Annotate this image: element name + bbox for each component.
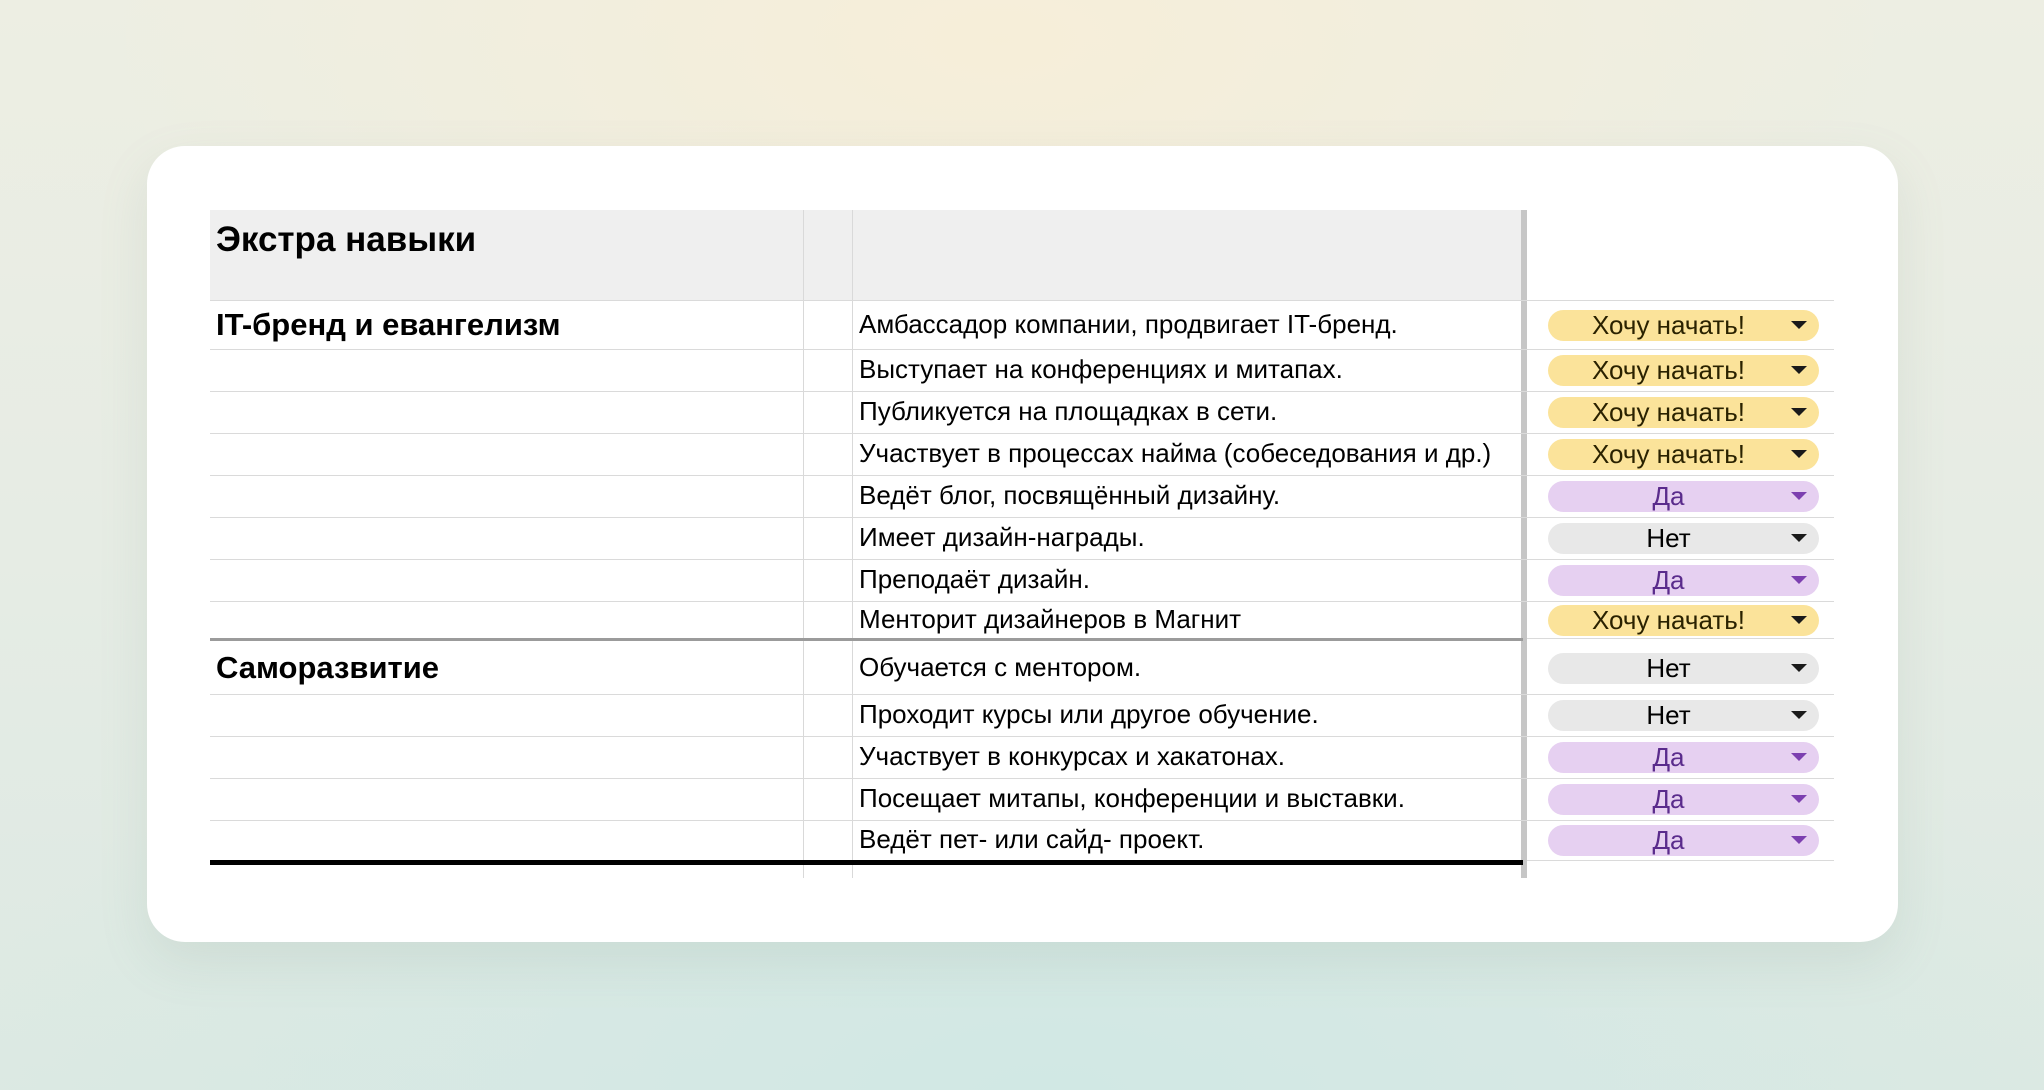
row-divider — [210, 778, 1834, 779]
dropdown-arrow-icon — [1791, 836, 1807, 844]
status-value: Хочу начать! — [1591, 604, 1746, 635]
row-divider — [1527, 860, 1834, 861]
row-divider — [210, 475, 1834, 476]
dropdown-arrow-icon — [1791, 492, 1807, 500]
row-divider — [1527, 638, 1834, 639]
status-value: Да — [1652, 742, 1685, 772]
status-value: Нет — [1646, 652, 1691, 683]
skill-description: Выступает на конференциях и митапах. — [859, 354, 1343, 384]
status-dropdown[interactable] — [1548, 784, 1819, 815]
skill-description: Проходит курсы или другое обучение. — [859, 699, 1319, 729]
skill-description: Амбассадор компании, продвигает IT-бренд. — [859, 308, 1398, 339]
status-value: Нет — [1646, 700, 1691, 730]
status-value: Да — [1652, 565, 1685, 595]
sheet-title: Экстра навыки — [216, 220, 477, 259]
row-divider — [210, 601, 1834, 602]
status-value: Да — [1652, 825, 1685, 855]
skill-description: Менторит дизайнеров в Магнит — [859, 603, 1242, 634]
status-value: Да — [1652, 481, 1685, 511]
skill-description: Обучается с ментором. — [859, 651, 1142, 682]
status-dropdown[interactable] — [1548, 397, 1819, 428]
skill-description: Ведёт блог, посвящённый дизайну. — [859, 480, 1281, 510]
dropdown-arrow-icon — [1791, 753, 1807, 761]
table-bottom-border — [210, 860, 1523, 865]
skill-description: Участвует в процессах найма (собеседования и др.) — [859, 438, 1492, 468]
dropdown-arrow-icon — [1791, 534, 1807, 542]
status-dropdown[interactable] — [1548, 653, 1819, 684]
status-value: Нет — [1646, 523, 1691, 553]
status-dropdown[interactable] — [1548, 355, 1819, 386]
skill-description: Ведёт пет- или сайд- проект. — [859, 824, 1205, 854]
status-value: Да — [1652, 784, 1685, 814]
skill-description: Публикуется на площадках в сети. — [859, 396, 1278, 426]
status-dropdown[interactable] — [1548, 481, 1819, 512]
dropdown-arrow-icon — [1791, 321, 1807, 329]
row-divider — [210, 694, 1834, 695]
skill-description: Преподаёт дизайн. — [859, 564, 1090, 594]
dropdown-arrow-icon — [1791, 366, 1807, 374]
row-divider — [210, 820, 1834, 821]
row-divider — [210, 391, 1834, 392]
status-value: Хочу начать! — [1591, 355, 1746, 385]
section-label-it-brand: IT-бренд и евангелизм — [216, 307, 561, 342]
status-dropdown[interactable] — [1548, 825, 1819, 856]
dropdown-arrow-icon — [1791, 450, 1807, 458]
status-dropdown[interactable] — [1548, 439, 1819, 470]
status-dropdown[interactable] — [1548, 700, 1819, 731]
row-divider — [210, 349, 1834, 350]
card — [147, 146, 1898, 942]
dropdown-arrow-icon — [1791, 408, 1807, 416]
row-divider — [210, 736, 1834, 737]
skill-description: Участвует в конкурсах и хакатонах. — [859, 741, 1286, 771]
status-dropdown[interactable] — [1548, 523, 1819, 554]
dropdown-arrow-icon — [1791, 795, 1807, 803]
spreadsheet — [210, 210, 1834, 878]
row-divider — [210, 517, 1834, 518]
header-divider — [210, 300, 1834, 301]
status-dropdown[interactable] — [1548, 742, 1819, 773]
status-dropdown[interactable] — [1548, 565, 1819, 596]
dropdown-arrow-icon — [1791, 616, 1807, 624]
status-dropdown[interactable] — [1548, 310, 1819, 341]
skill-description: Имеет дизайн-награды. — [859, 522, 1145, 552]
status-dropdown[interactable] — [1548, 605, 1819, 636]
status-value: Хочу начать! — [1591, 397, 1746, 427]
skill-description: Посещает митапы, конференции и выставки. — [859, 783, 1405, 813]
dropdown-arrow-icon — [1791, 664, 1807, 672]
row-divider — [210, 433, 1834, 434]
dropdown-arrow-icon — [1791, 576, 1807, 584]
dropdown-arrow-icon — [1791, 711, 1807, 719]
section-separator — [210, 638, 1523, 641]
status-value: Хочу начать! — [1591, 439, 1746, 469]
section-label-self-development: Саморазвитие — [216, 650, 440, 685]
status-value: Хочу начать! — [1591, 309, 1746, 340]
row-divider — [210, 559, 1834, 560]
